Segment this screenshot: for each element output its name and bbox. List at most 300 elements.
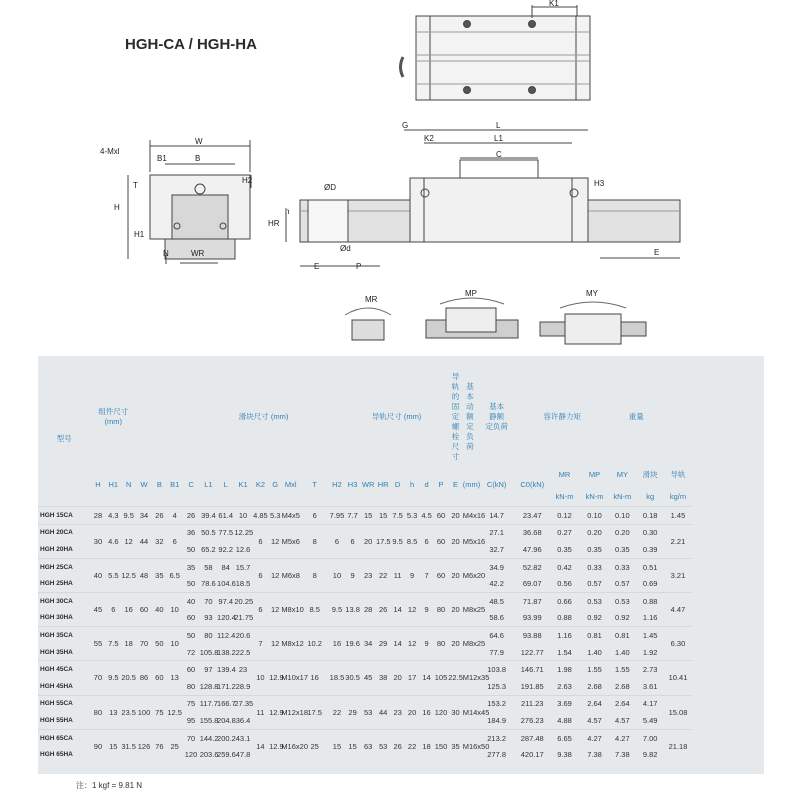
cell-h1: 4.6 [106,524,121,558]
cell-l1: 78.6 [201,579,216,589]
cell-k1: 21.75 [234,613,254,623]
cell-mr: 0.42 [548,558,580,575]
cell-k2: 7 [252,627,269,661]
model-cell: HGH 55CA [38,695,90,712]
cell-mr: 0.66 [548,592,580,609]
dim-hr: HR [268,219,280,228]
cell-c: 120 [184,750,198,760]
cell-wr: 15 [360,507,376,525]
cell-mr: 0.56 [557,579,572,589]
cell-wr: 28 [360,592,376,626]
cell-mr: 3.69 [548,695,580,712]
cell-my: 0.20 [608,524,636,541]
cell-dyn: 32.7 [489,544,504,554]
col-head-15: H3 [347,479,358,489]
dim-n: N [163,249,169,258]
cell-b: 35 [152,558,167,592]
cell-g: 12 [269,592,281,626]
cell-hr: 26 [376,592,390,626]
cell-e: 20 [448,524,462,558]
moment-unit-1: kN-m [585,491,604,501]
cell-bolt: M4x16 [463,507,477,525]
cell-dyn: 77.9 [489,647,504,657]
header-blank [136,372,182,462]
cell-c: 75 [182,695,199,712]
cell-d: 9 [419,627,433,661]
cell-e: 20 [448,507,462,525]
cell-mp: 1.55 [581,661,609,678]
cell-mp: 0.33 [581,558,609,575]
cell-k1: 36.4 [235,715,251,725]
cell-g: 12 [269,524,281,558]
cell-dyn: 153.2 [477,695,516,712]
dim-p: P [356,262,362,271]
cell-w_block: 4.17 [636,695,664,712]
dim-w: W [195,137,203,146]
cell-l1: 50.5 [200,524,217,541]
cell-h: 28 [90,507,105,525]
cell-dyn: 213.2 [477,729,516,746]
cell-l1: 93 [204,613,213,623]
col-head-8: L [223,479,228,489]
header-rail: 导轨尺寸 (mm) [371,412,422,421]
col-head-25: C0(kN) [520,479,545,489]
cell-mr: 4.88 [557,715,572,725]
table-row [38,695,720,712]
col-head-1: H1 [108,479,119,489]
cell-l: 104.6 [217,579,236,589]
cell-b1: 25 [167,729,182,763]
cell-hr: 38 [376,661,390,695]
cell-d: 11 [390,558,404,592]
cell-h2: 18.5 [329,661,345,695]
cell-d: 7 [419,558,433,592]
cell-n: 12.5 [121,558,136,592]
model-cell: HGH 65HA [40,751,73,759]
cell-n: 31.5 [121,729,136,763]
cell-w_block: 5.49 [642,715,658,725]
cell-b1: 10 [167,592,182,626]
cell-l: 92.2 [218,544,234,554]
cell-mxl: M8x10 [281,592,300,626]
cell-mr: 1.16 [548,627,580,644]
cell-h: 12 [405,592,419,626]
cell-wr: 20 [360,524,376,558]
cell-dyn: 184.9 [487,715,507,725]
model-cell: HGH 30CA [38,592,90,609]
cell-h: 90 [90,729,105,763]
cell-mp: 0.53 [581,592,609,609]
cell-n: 12 [121,524,136,558]
cell-k2: 6 [252,592,269,626]
cell-l1: 80 [200,627,217,644]
header-bolt: 导轨的 固定螺 栓尺寸 [451,372,460,461]
cell-stat: 23.47 [516,507,548,525]
cell-c: 50 [186,579,196,589]
col-head-19: h [410,479,415,489]
cell-t: 8 [300,558,329,592]
cell-dyn: 34.9 [477,558,516,575]
cell-w: 60 [136,592,151,626]
cell-b: 32 [152,524,167,558]
cell-d: 4.5 [419,507,433,525]
cell-n: 23.5 [121,695,136,729]
cell-mxl: M16x20 [281,729,300,763]
cell-mp: 1.40 [587,647,602,657]
cell-w_rail: 3.21 [664,558,692,592]
cell-mr: 1.98 [548,661,580,678]
col-head-21: P [438,479,444,489]
cell-h: 30 [90,524,105,558]
weight-sub-1: 导轨 [670,469,686,479]
cell-h3: 9 [345,558,361,592]
cell-stat: 93.99 [522,613,542,623]
dim-k1: K1 [549,0,559,8]
cell-l: 97.4 [217,592,234,609]
cell-stat: 211.23 [516,695,548,712]
cell-k1: 10 [234,507,251,525]
cell-mp: 0.81 [581,627,609,644]
cell-p: 150 [434,729,449,763]
cell-c: 26 [182,507,199,525]
col-head-0: H [95,479,101,489]
cell-w_block: 7.00 [636,729,664,746]
cell-b1: 10 [167,627,182,661]
model-cell: HGH 25HA [40,580,73,588]
col-head-6: C [188,479,194,489]
drawing-title: HGH-CA / HGH-HA [125,36,257,53]
cell-stat: 420.17 [520,750,544,760]
cell-e: 20 [448,627,462,661]
col-head-7: L1 [204,479,213,489]
table-row [38,558,720,575]
cell-my: 1.40 [615,647,630,657]
cell-k1: 43.1 [234,729,251,746]
cell-t: 6 [300,507,329,525]
cell-h3: 30.5 [345,661,361,695]
model-cell: HGH 25CA [38,558,90,575]
cell-t: 10.2 [300,627,329,661]
cell-b1: 6.5 [167,558,182,592]
cell-bolt: M6x20 [463,558,477,592]
cell-e: 22.5 [448,661,462,695]
cell-h: 5.3 [405,507,419,525]
cell-g: 12 [269,558,281,592]
cell-b: 40 [152,592,167,626]
cell-l1: 39.4 [200,507,217,525]
dim-h3: H3 [594,179,605,188]
dim-e: E [314,262,320,271]
dim-l1: L1 [494,134,503,143]
cell-c: 72 [186,647,196,657]
cell-stat: 191.85 [520,681,544,691]
cell-h: 12 [405,627,419,661]
cell-c: 95 [186,715,196,725]
cell-p: 105 [434,661,449,695]
header-moment: 容许静力矩 [543,412,582,421]
cell-d: 18 [419,729,433,763]
moment-unit-0: kN-m [555,491,574,501]
cell-l: 259.6 [217,750,236,760]
cell-my: 1.55 [608,661,636,678]
cell-c: 50 [182,627,199,644]
cell-l1: 144.2 [200,729,217,746]
cell-c: 36 [182,524,199,541]
col-head-13: T [312,479,317,489]
cell-mxl: M4x5 [281,507,300,525]
cell-w: 100 [136,695,151,729]
front-view [128,140,251,264]
header-dynamic-load: 基本 动额 定负荷 [466,382,474,451]
cell-b: 26 [152,507,167,525]
col-head-14: H2 [332,479,342,489]
cell-mp: 2.64 [581,695,609,712]
model-cell: HGH 20HA [40,545,73,553]
moment-diagrams [345,298,646,344]
moment-sub-2: MY [616,469,628,479]
cell-w_block: 1.92 [642,647,658,657]
cell-mxl: M8x12 [281,627,300,661]
cell-mp: 4.27 [581,729,609,746]
cell-l1: 97 [200,661,217,678]
cell-d: 16 [419,695,433,729]
cell-b1: 4 [167,507,182,525]
cell-my: 2.68 [615,681,630,691]
cell-dyn: 48.5 [477,592,516,609]
cell-dyn: 64.6 [477,627,516,644]
cell-n: 18 [121,627,136,661]
cell-mp: 0.92 [587,613,602,623]
cell-l1: 65.2 [201,544,216,554]
dim-4-mxl: 4-Mxl [100,147,120,156]
cell-w_block: 9.82 [642,750,658,760]
cell-wr: 63 [360,729,376,763]
moment-mr: MR [365,295,378,304]
cell-h1: 9.5 [106,661,121,695]
cell-g: 12.9 [269,661,281,695]
cell-wr: 45 [360,661,376,695]
cell-h1: 4.3 [106,507,121,525]
cell-mr: 1.54 [557,647,572,657]
cell-h1: 7.5 [106,627,121,661]
cell-h: 22 [405,729,419,763]
header-assembly: 组件尺寸 (mm) [98,407,129,426]
cell-h2: 9.5 [329,592,345,626]
model-cell: HGH 35HA [40,648,73,656]
cell-h2: 15 [329,729,345,763]
cell-h1: 5.5 [106,558,121,592]
col-head-22: E [452,479,458,489]
cell-w_rail: 21.18 [664,729,692,763]
cell-k1: 12.6 [235,544,251,554]
cell-k1: 23 [234,661,251,678]
model-cell: HGH 15CA [38,507,90,525]
cell-mr: 2.63 [557,681,572,691]
model-cell: HGH 30HA [40,614,73,622]
cell-l1: 58 [200,558,217,575]
cell-l: 204.8 [217,715,236,725]
dim-k2: K2 [424,134,434,143]
cell-k1: 27.35 [234,695,251,712]
dim-l: L [496,121,501,130]
cell-l1: 105.8 [199,647,219,657]
cell-mp: 0.20 [581,524,609,541]
dim-od: ØD [324,183,336,192]
weight-unit-1: kg/m [669,491,687,501]
dim-t: T [133,181,138,190]
cell-w_block: 0.30 [636,524,664,541]
cell-l: 138.2 [217,647,236,657]
cell-k1: 28.9 [235,681,251,691]
weight-sub-0: 滑块 [642,469,658,479]
cell-l: 171.2 [217,681,236,691]
cell-hr: 53 [376,729,390,763]
cell-stat: 146.71 [516,661,548,678]
cell-w_rail: 6.30 [664,627,692,661]
cell-g: 5.3 [269,507,281,525]
cell-l1: 117.7 [200,695,217,712]
cell-d: 26 [390,729,404,763]
cell-h2: 6 [329,524,345,558]
cell-w_block: 1.45 [636,627,664,644]
dim-h-small: h [285,207,290,216]
cell-p: 80 [434,592,449,626]
cell-h: 9 [405,558,419,592]
col-head-11: G [272,479,279,489]
moment-sub-0: MR [558,469,571,479]
cell-d: 23 [390,695,404,729]
col-head-20: d [424,479,429,489]
cell-d: 7.5 [390,507,404,525]
cell-d: 6 [419,524,433,558]
dim-h2-front: H2 [242,176,253,185]
cell-l1: 155.8 [199,715,219,725]
cell-h3: 15 [345,729,361,763]
cell-k2: 4.85 [252,507,269,525]
cell-mr: 0.12 [548,507,580,525]
dim-b: B [195,154,201,163]
cell-stat: 52.82 [516,558,548,575]
cell-w_block: 0.51 [636,558,664,575]
cell-l1: 203.6 [199,750,219,760]
cell-mr: 6.65 [548,729,580,746]
cell-mp: 0.10 [581,507,609,525]
cell-k1: 47.8 [235,750,251,760]
cell-w: 44 [136,524,151,558]
cell-mr: 0.88 [557,613,572,623]
model-cell: HGH 45CA [38,661,90,678]
cell-k1: 20.6 [234,627,251,644]
cell-w_rail: 1.45 [664,507,692,525]
cell-w_block: 0.88 [636,592,664,609]
cell-c: 60 [182,661,199,678]
cell-e: 30 [448,695,462,729]
cell-l: 61.4 [217,507,234,525]
cell-c: 60 [186,613,196,623]
weight-unit-0: kg [646,491,655,501]
cell-mp: 2.68 [587,681,602,691]
spec-table [38,372,720,763]
cell-hr: 15 [376,507,390,525]
cell-l: 84 [217,558,234,575]
cell-l: 139.4 [217,661,234,678]
col-head-24: C(kN) [486,479,507,489]
cell-w_block: 1.16 [642,613,658,623]
model-cell: HGH 45HA [40,682,73,690]
cell-k1: 18.5 [235,579,251,589]
cell-n: 16 [121,592,136,626]
cell-k1: 15.7 [234,558,251,575]
col-head-5: B1 [170,479,180,489]
cell-k2: 14 [252,729,269,763]
cell-e: 35 [448,729,462,763]
cell-mr: 0.35 [557,544,572,554]
cell-e: 20 [448,558,462,592]
cell-my: 4.27 [608,729,636,746]
cell-h3: 7.7 [345,507,361,525]
table-row [38,627,720,644]
cell-my: 4.57 [615,715,630,725]
cell-stat: 93.88 [516,627,548,644]
cell-bolt: M14x45 [463,695,477,729]
cell-l: 112.4 [217,627,234,644]
cell-c: 50 [186,544,196,554]
cell-mp: 4.57 [587,715,602,725]
cell-b1: 6 [167,524,182,558]
cell-t: 8.5 [300,592,329,626]
cell-mxl: M10x17 [281,661,300,695]
header-static-load: 基本 静额 定负荷 [485,402,508,431]
cell-d: 9 [419,592,433,626]
cell-l: 77.5 [217,524,234,541]
cell-dyn: 103.8 [477,661,516,678]
cell-p: 60 [434,558,449,592]
cell-mxl: M6x8 [281,558,300,592]
cell-k2: 6 [252,558,269,592]
cell-my: 0.33 [608,558,636,575]
cell-hr: 22 [376,558,390,592]
cell-hr: 17.5 [376,524,390,558]
cell-w: 70 [136,627,151,661]
cell-p: 80 [434,627,449,661]
col-head-16: WR [361,479,375,489]
cell-b: 50 [152,627,167,661]
cell-d: 14 [390,627,404,661]
cell-c: 40 [182,592,199,609]
cell-h1: 13 [106,695,121,729]
cell-mp: 0.35 [587,544,602,554]
cell-h1: 6 [106,592,121,626]
cell-mxl: M5x6 [281,524,300,558]
cell-n: 20.5 [121,661,136,695]
cell-my: 7.38 [615,750,630,760]
model-cell: HGH 65CA [38,729,90,746]
col-head-9: K1 [238,479,248,489]
cell-bolt: M16x50 [463,729,477,763]
footnote: 注：1 kgf = 9.81 N [76,781,143,790]
cell-bolt: M8x25 [463,627,477,661]
cell-mp: 0.57 [587,579,602,589]
cell-w: 86 [136,661,151,695]
cell-w_block: 2.73 [636,661,664,678]
col-head-2: N [125,479,132,489]
cell-my: 0.57 [615,579,630,589]
table-row [38,592,720,609]
cell-mr: 9.38 [557,750,572,760]
cell-wr: 53 [360,695,376,729]
dim-wr: WR [191,249,205,258]
cell-stat: 122.77 [520,647,544,657]
